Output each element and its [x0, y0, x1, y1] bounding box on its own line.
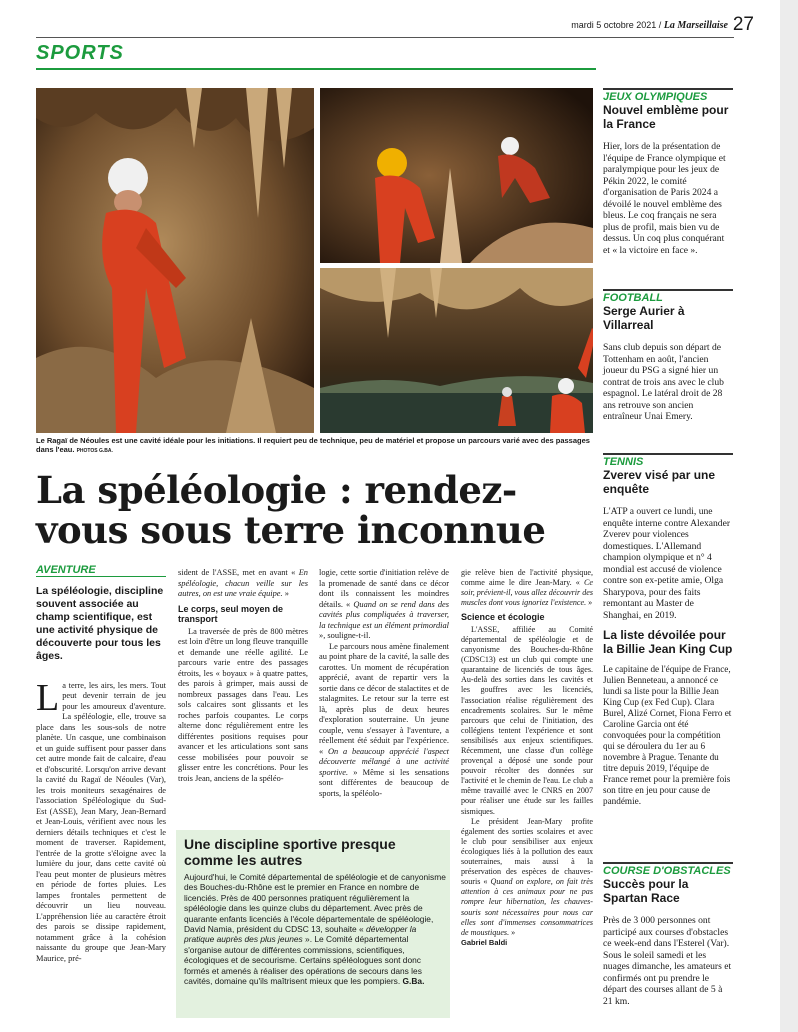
article-column-3 [319, 568, 449, 799]
article-kicker: AVENTURE [36, 565, 166, 577]
brief-kicker: COURSE D'OBSTACLES [603, 862, 733, 877]
brief-body: Sans club depuis son départ de Tottenham en août, l'ancien joueur du PSG a signé hier un contrat de trois ans avec le club espagnol. Le latéral droit de 28 ans retrouve son ancien entraîneur Unai Emery. [603, 342, 724, 422]
page-number: 27 [732, 14, 754, 35]
brief-title: Serge Aurier à Villarreal [603, 304, 685, 332]
brief-tennis [603, 453, 733, 621]
newspaper-name: La Marseillaise [663, 20, 728, 31]
brief-title: Zverev visé par une enquête [603, 468, 716, 496]
brief-body: L'ATP a ouvert ce lundi, une enquête interne contre Alexander Zverev pour violences domestiques. L'Allemand champion olympique et n° 4 mondial est accusé de violence contre son ex-petite amie, Olga Sharypova, pour des faits remontant au Master de Shanghai, en 2019. [603, 506, 731, 621]
article-author: Gabriel Baldi [461, 937, 508, 947]
photo-caption: Le Ragaï de Néoules est une cavité idéale pour les initiations. Il requiert peu de technique, peu de matériel et propose un parcours varié avec des passages dans l'eau. PHOTOS G.BA. [36, 436, 590, 454]
article-column-1 [36, 565, 166, 964]
article-body-4b: L'ASSE, affiliée au Comité départemental de spéléologie et de canyonisme des Bouches-du-Rhône (CDSC13) est un club qui compte une quarantaine de licenciés de tous âges. Au-delà des sorties dans les cavités et les gouffres avec les licenciés, l'association réalise régulièrement des encadrements scolaires. Sur le même parcours que celui de l'initiation, des collégiens tentent l'expérience et sont sensibilisés aux enjeux scientifiques. Récemment, une classe d'un collège provençal a déposé une sonde pour pouvoir récolter des données sur l'activité et le chemin de l'eau. Le club a même travaillé avec le CNRS en 2007 pour réaliser une étude sur les failles sismiques. [461, 624, 593, 816]
brief-title: Succès pour la Spartan Race [603, 877, 689, 905]
article-body-1: La terre, les airs, les mers. Tout peut devenir terrain de jeu pour les amoureux d'aventure. La spéléologie, elle, trouve sa place dans les sous-sols de notre planète. Un casque, une combinaison et un guide suffisent pour passer dans cet autre monde fait de calcaire, d'eau et d'obscurité. Lorsqu'on arrive devant la cavité du Ragaï de Néoules (Var), les trois moniteurs sexagénaires de l'association Spéléologique du Sud-Est (ASSE), Jean Mary, Jean-Bernard et Jean-Louis, vérifient avec nous les derniers détails techniques et c'est le moment de traverser. Rapidement, l'entrée de la grotte s'éloigne avec la lumière du jour, dans cette cavité où l'eau peut monter de plusieurs mètres en période de fortes pluies. Les lampes frontales permettent de découvrir un lieu nouveau. L'appréhension liée au caractère étroit des parois se dissipe rapidement, notamment grâce à la cohésion naissante du groupe que Jean-Mary Maurice, pré- [36, 676, 166, 963]
brief-body: Près de 3 000 personnes ont participé aux courses d'obstacles ce week-end dans l'Esterel (Var). Sous le soleil samedi et les nuages dimanche, les amateurs et confirmés ont pu prendre le départ des courses allant de 5 à 21 km. [603, 915, 732, 1007]
article-body-2b: La traversée de près de 800 mètres est loin d'être un long fleuve tranquille et demande une réelle agilité. Le parcours varie entre des passages étroits, les « boyaux » à quatre pattes, des parois à grimper, mais aussi de nombreux passages dans l'eau. Les sols calcaires sont glissants et les roches parfois coupantes. Le corps alterne donc régulièrement entre les différentes positions requises pour avancer et les articulations sont sans cesse mobilisées pour pouvoir se glisser entre les concrétions. Pour les trois Jean, anciens de la spéléo- [178, 626, 308, 783]
photo-collage [36, 88, 593, 433]
brief-football [603, 289, 733, 423]
article-column-4 [461, 568, 593, 948]
box-title: Une discipline sportive presque comme les autres [184, 836, 396, 868]
brief-kicker: JEUX OLYMPIQUES [603, 88, 733, 103]
brief-bjk-cup [603, 628, 733, 807]
box-author: G.Ba. [402, 976, 425, 987]
article-title: La spéléologie : rendez-vous sous terre inconnue [36, 468, 546, 552]
drop-cap: L [36, 676, 60, 719]
cave-photo-top-right [320, 88, 593, 263]
cave-photo-bottom-right [320, 268, 593, 433]
cave-photo-left [36, 88, 314, 433]
brief-body: Le capitaine de l'équipe de France, Julien Benneteau, a annoncé ce lundi sa liste pour la Billie Jean King Cup (ex Fed Cup). Clara Burel, Alizé Cornet, Fiona Ferro et Caroline Garcia ont été convoquées pour la compétition qui se déroulera du 1er au 6 novembre à Prague. Tenante du titre depuis 2019, l'équipe de France remet pour la première fois son titre en jeu pour cause de pandémie. [603, 664, 732, 806]
header-rule [36, 37, 734, 38]
subheading-science: Science et écologie [461, 612, 545, 623]
article-body-4c: Le président Jean-Mary profite également des sorties scolaires et avec le club pour sensibiliser aux enjeux écologiques liés à la pollution des eaux souterraines, mais aussi à la préservation des espèces de chauves-souris « Quand on explore, on fait très attention à ces animaux pour ne pas rompre leur hibernation, les chauves-souris sont nécessaires pour nous car elles sont d'immenses consommatrices de moustiques. » [461, 816, 594, 937]
photo-credit: PHOTOS G.BA. [76, 448, 113, 454]
subheading-transport: Le corps, seul moyen de transport [178, 603, 284, 624]
brief-jo [603, 88, 733, 256]
article-body-3a: logie, cette sortie d'initiation relève de la promenade de santé dans ce décor dont ils connaissent les moindres détails. « Quand on se rend dans des cavités plus compliquées à traverser, la technique est un élément primordial », souligne-t-il. [319, 568, 449, 640]
article-body-3b: Le parcours nous amène finalement au point phare de la cavité, la salle des carottes. Un moment de récupération apprécié, avant de repartir vers la sortie dans ce décor de stalactites et de stalagmites. Le retour sur la terre est là, après plus de deux heures d'exploration souterraine. Un jeune couple, venu s'essayer à l'aventure, a réellement été séduit par l'expérience. « On a beaucoup apprécié l'aspect découverte mélangé à une activité sportive. » Même si les sensations sont différentes de beaucoup de sports, la spéléolo- [319, 641, 450, 798]
article-column-2 [178, 568, 308, 784]
brief-spartan [603, 862, 733, 1007]
right-margin [780, 0, 798, 1032]
article-body-4a: gie relève bien de l'activité physique, comme aime le dire Jean-Mary. « Ce soir, prévient-il, vous allez découvrir des muscles dont vous ignoriez l'existence. » [461, 568, 593, 608]
brief-title: Nouvel emblème pour la France [603, 103, 729, 131]
box-body: Aujourd'hui, le Comité départemental de spéléologie et de canyonisme des Bouches-du-Rhône est le premier en France en nombre de licenciés. Près de 400 personnes pratiquent régulièrement la spéléologie dans les quinze clubs du département. Avec près de quarante enfants licenciés à l'école départementale de spéléologie, David Namia, président du CDSC 13, souhaite « développer la pratique auprès des plus jeunes ». Le Comité départemental s'organise autour de différentes commissions, scientifiques, écologiques et de secourisme. Certains spéléologues sont donc formés et amenés à réaliser des opérations de secours dans les cavités, domaine qu'ils maîtrisent mieux que les pompiers. G.Ba. [184, 872, 446, 987]
brief-kicker: FOOTBALL [603, 289, 733, 304]
section-rule [36, 68, 596, 70]
brief-body: Hier, lors de la présentation de l'équipe de France olympique et paralympique pour les jeux de Pékin 2022, le comité d'organisation de Paris 2024 a dévoilé le nouvel emblème des bleus. Le coq français ne sera plus de profil, mais bien vu de dessus. Un coq plus conquérant et « la victoire en face ». [603, 141, 726, 256]
article-body-2a: sident de l'ASSE, met en avant « En spéléologie, chacun veille sur les autres, on est une vraie équipe. » [178, 568, 308, 598]
brief-kicker: TENNIS [603, 453, 733, 468]
section-title: SPORTS [36, 42, 124, 64]
brief-title: La liste dévoilée pour la Billie Jean King Cup [603, 628, 733, 656]
header-date: mardi 5 octobre 2021 / La Marseillaise [571, 20, 728, 31]
article-lead: La spéléologie, discipline souvent associée au champ scientifique, est une activité physique de découverte pour tous les âges. [36, 584, 164, 662]
